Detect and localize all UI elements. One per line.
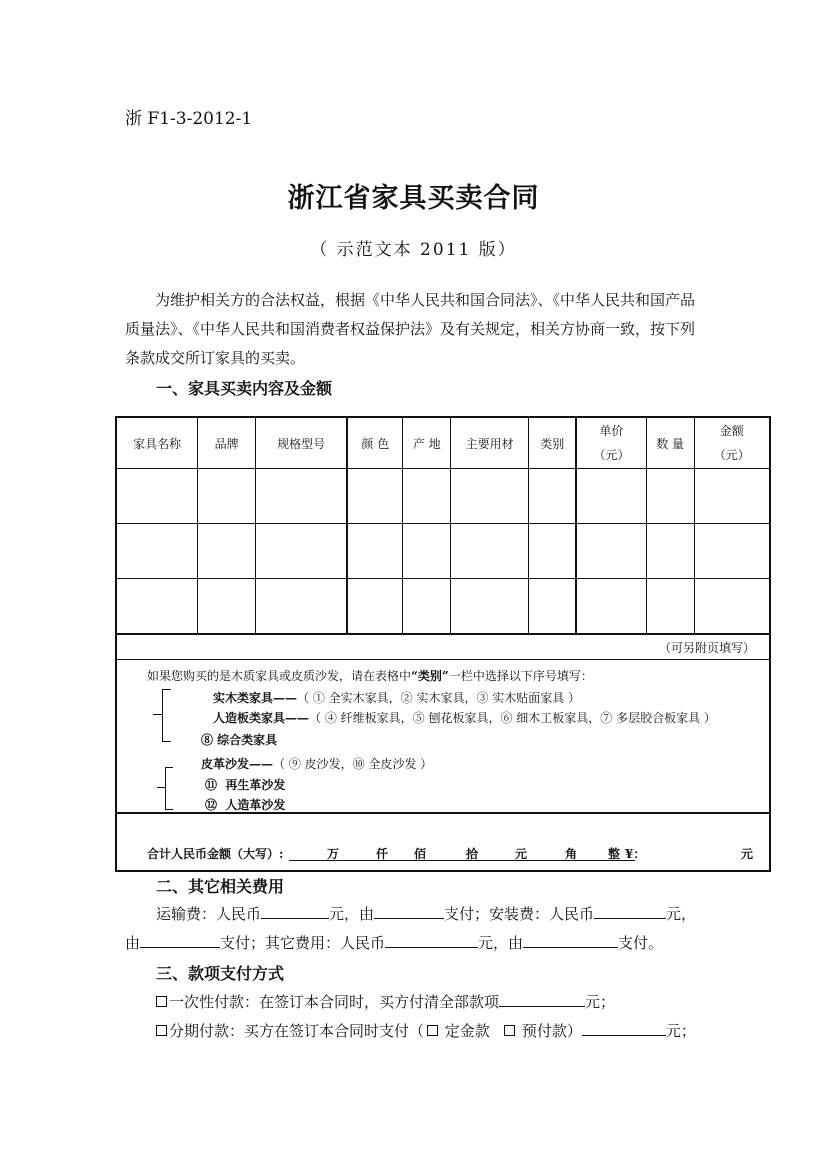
artificial-leather-num: ⑫ xyxy=(205,798,218,812)
artificial-leather-label: 人造革沙发 xyxy=(225,798,286,812)
cell-name[interactable] xyxy=(116,524,198,579)
install-fee-label: 支付；安装费：人民币 xyxy=(444,905,595,923)
wood-brace xyxy=(162,689,163,741)
unit-qian: 仟 xyxy=(376,847,389,861)
total-yuan-label: 元 xyxy=(741,847,754,861)
cell-amount[interactable] xyxy=(694,524,770,579)
header-material: 主要用材 xyxy=(451,417,529,469)
cell-category[interactable] xyxy=(529,524,577,579)
header-amount xyxy=(694,417,770,469)
installment-checkbox[interactable] xyxy=(156,1025,167,1036)
table-header-row xyxy=(116,417,770,469)
total-amount-underline xyxy=(289,860,635,861)
cell-origin[interactable] xyxy=(403,579,451,635)
header-unit-price-label: 单价 xyxy=(599,424,624,438)
cell-origin[interactable] xyxy=(403,524,451,579)
header-quantity: 数 量 xyxy=(646,417,694,469)
unit-shi: 拾 xyxy=(466,847,479,861)
cell-unit-price[interactable] xyxy=(576,469,646,524)
leather-brace-mid xyxy=(157,787,165,788)
cell-brand[interactable] xyxy=(198,524,256,579)
installment-label: 分期付款：买方在签订本合同时支付（ xyxy=(169,1022,425,1040)
divider xyxy=(117,659,769,660)
header-brand: 品牌 xyxy=(198,417,256,469)
unit-wan: 万 xyxy=(327,847,340,861)
header-model: 规格型号 xyxy=(256,417,348,469)
fees-line-1 xyxy=(156,900,696,929)
header-amount-unit: （元） xyxy=(713,448,750,462)
fee-yuan-by-1: 元，由 xyxy=(329,905,375,923)
install-payer-blank[interactable] xyxy=(140,931,220,948)
total-amount-label: 合计人民币金额（大写）: xyxy=(147,847,284,861)
artificial-leather-row xyxy=(205,796,285,813)
transport-fee-label: 运输费：人民币 xyxy=(156,905,262,923)
leather-label: 皮革沙发—— xyxy=(201,757,274,771)
wood-board-label: 人造板类家具—— xyxy=(213,711,310,725)
header-amount-label: 金额 xyxy=(719,424,744,438)
leather-brace xyxy=(165,767,166,809)
table-row xyxy=(116,579,770,635)
section-1-heading: 一、家具买卖内容及金额 xyxy=(156,379,333,398)
cell-category[interactable] xyxy=(529,469,577,524)
leather-options: （ ⑨ 皮沙发，⑩ 全皮沙发 ） xyxy=(273,757,433,771)
header-unit-price-unit: （元） xyxy=(593,448,630,462)
wood-brace-mid xyxy=(153,714,162,715)
unit-zheng: 整 xyxy=(608,847,621,861)
cell-unit-price[interactable] xyxy=(576,524,646,579)
header-unit-price xyxy=(576,417,646,469)
lump-sum-blank[interactable] xyxy=(499,990,585,1007)
lump-sum-end: 元； xyxy=(585,993,616,1011)
installment-line xyxy=(156,1017,696,1046)
leather-brace-bottom xyxy=(165,809,173,810)
table-row xyxy=(116,469,770,524)
cell-amount[interactable] xyxy=(694,469,770,524)
document-title: 浙江省家具买卖合同 xyxy=(287,183,540,214)
recycled-leather-row xyxy=(205,776,285,793)
section-3-heading: 三、款项支付方式 xyxy=(156,964,285,983)
goods-table xyxy=(115,416,771,635)
header-category: 类别 xyxy=(529,417,577,469)
category-intro-key: “类别” xyxy=(411,669,449,683)
cell-quantity[interactable] xyxy=(646,524,694,579)
deposit-checkbox[interactable] xyxy=(427,1025,438,1036)
prepay-checkbox[interactable] xyxy=(504,1025,515,1036)
cell-model[interactable] xyxy=(256,469,348,524)
cell-material[interactable] xyxy=(451,579,529,635)
cell-quantity[interactable] xyxy=(646,469,694,524)
composite-furniture: ⑧ 综合类家具 xyxy=(201,733,278,747)
wood-solid-row xyxy=(213,689,580,706)
document-subtitle: （ 示范文本 2011 版） xyxy=(310,240,517,260)
deposit-label: 定金款 xyxy=(444,1022,490,1040)
recycled-leather-num: ⑪ xyxy=(205,778,218,792)
leather-brace-top xyxy=(165,767,173,768)
cell-quantity[interactable] xyxy=(646,579,694,635)
other-fee-label: 支付；其它费用：人民币 xyxy=(220,934,386,952)
installment-blank[interactable] xyxy=(582,1019,666,1036)
transport-payer-blank[interactable] xyxy=(374,902,444,919)
leather-row xyxy=(201,755,432,772)
cell-origin[interactable] xyxy=(403,469,451,524)
cell-category[interactable] xyxy=(529,579,577,635)
header-origin: 产 地 xyxy=(403,417,451,469)
cell-amount[interactable] xyxy=(694,579,770,635)
recycled-leather-label: 再生革沙发 xyxy=(225,778,286,792)
total-amount-box xyxy=(115,812,771,872)
header-name: 家具名称 xyxy=(116,417,198,469)
header-color: 颜 色 xyxy=(347,417,403,469)
other-payer-blank[interactable] xyxy=(523,931,618,948)
fee-by-label: 由 xyxy=(125,934,141,952)
total-yen-label: ¥： xyxy=(625,847,646,861)
lump-sum-checkbox[interactable] xyxy=(156,996,167,1007)
preamble-line-2: 质量法》、《中华人民共和国消费者权益保护法》及有关规定，相关方协商一致，按下列 xyxy=(125,320,696,338)
installment-end: 元； xyxy=(665,1022,696,1040)
lump-sum-line xyxy=(156,988,615,1017)
document-code: 浙 F1-3-2012-1 xyxy=(125,109,253,129)
cell-brand[interactable] xyxy=(198,579,256,635)
table-row xyxy=(116,524,770,579)
cell-name[interactable] xyxy=(116,579,198,635)
transport-fee-blank[interactable] xyxy=(261,902,329,919)
preamble-line-3: 条款成交所订家具的买卖。 xyxy=(125,349,306,367)
preamble-line-1: 为维护相关方的合法权益，根据《中华人民共和国合同法》、《中华人民共和国产品 xyxy=(155,291,696,309)
unit-jiao: 角 xyxy=(565,847,578,861)
cell-color[interactable] xyxy=(347,524,403,579)
fee-yuan-by-3: 元，由 xyxy=(478,934,524,952)
wood-brace-top xyxy=(162,689,171,690)
install-fee-blank[interactable] xyxy=(594,902,666,919)
category-note-box xyxy=(115,634,771,812)
category-intro-pre: 如果您购买的是木质家具或皮质沙发，请在表格中 xyxy=(147,669,412,683)
prepay-label: 预付款） xyxy=(521,1022,582,1040)
cell-color[interactable] xyxy=(347,469,403,524)
other-fee-blank[interactable] xyxy=(385,931,478,948)
wood-board-options: （ ④ 纤维板家具，⑤ 刨花板家具，⑥ 细木工板家具，⑦ 多层胶合板家具 ） xyxy=(309,711,716,725)
lump-sum-label: 一次性付款：在签订本合同时，买方付清全部款项 xyxy=(169,993,500,1011)
cell-name[interactable] xyxy=(116,469,198,524)
cell-material[interactable] xyxy=(451,469,529,524)
wood-board-row xyxy=(213,709,716,726)
fees-line-2 xyxy=(125,929,663,958)
section-2-heading: 二、其它相关费用 xyxy=(156,877,285,896)
cell-material[interactable] xyxy=(451,524,529,579)
cell-unit-price[interactable] xyxy=(576,579,646,635)
wood-brace-bottom xyxy=(162,741,171,742)
unit-yuan: 元 xyxy=(515,847,528,861)
fee-yuan-2: 元， xyxy=(666,905,697,923)
wood-solid-options: （ ① 全实木家具，② 实木家具，③ 实木贴面家具 ） xyxy=(297,691,581,705)
category-intro-post: 一栏中选择以下序号填写： xyxy=(448,669,593,683)
wood-solid-label: 实木类家具—— xyxy=(213,691,298,705)
cell-model[interactable] xyxy=(256,579,348,635)
category-intro xyxy=(147,667,593,684)
unit-bai: 佰 xyxy=(414,847,427,861)
cell-brand[interactable] xyxy=(198,469,256,524)
cell-model[interactable] xyxy=(256,524,348,579)
fee-pay-end: 支付。 xyxy=(618,934,664,952)
attach-note: （可另附页填写） xyxy=(658,641,755,655)
cell-color[interactable] xyxy=(347,579,403,635)
